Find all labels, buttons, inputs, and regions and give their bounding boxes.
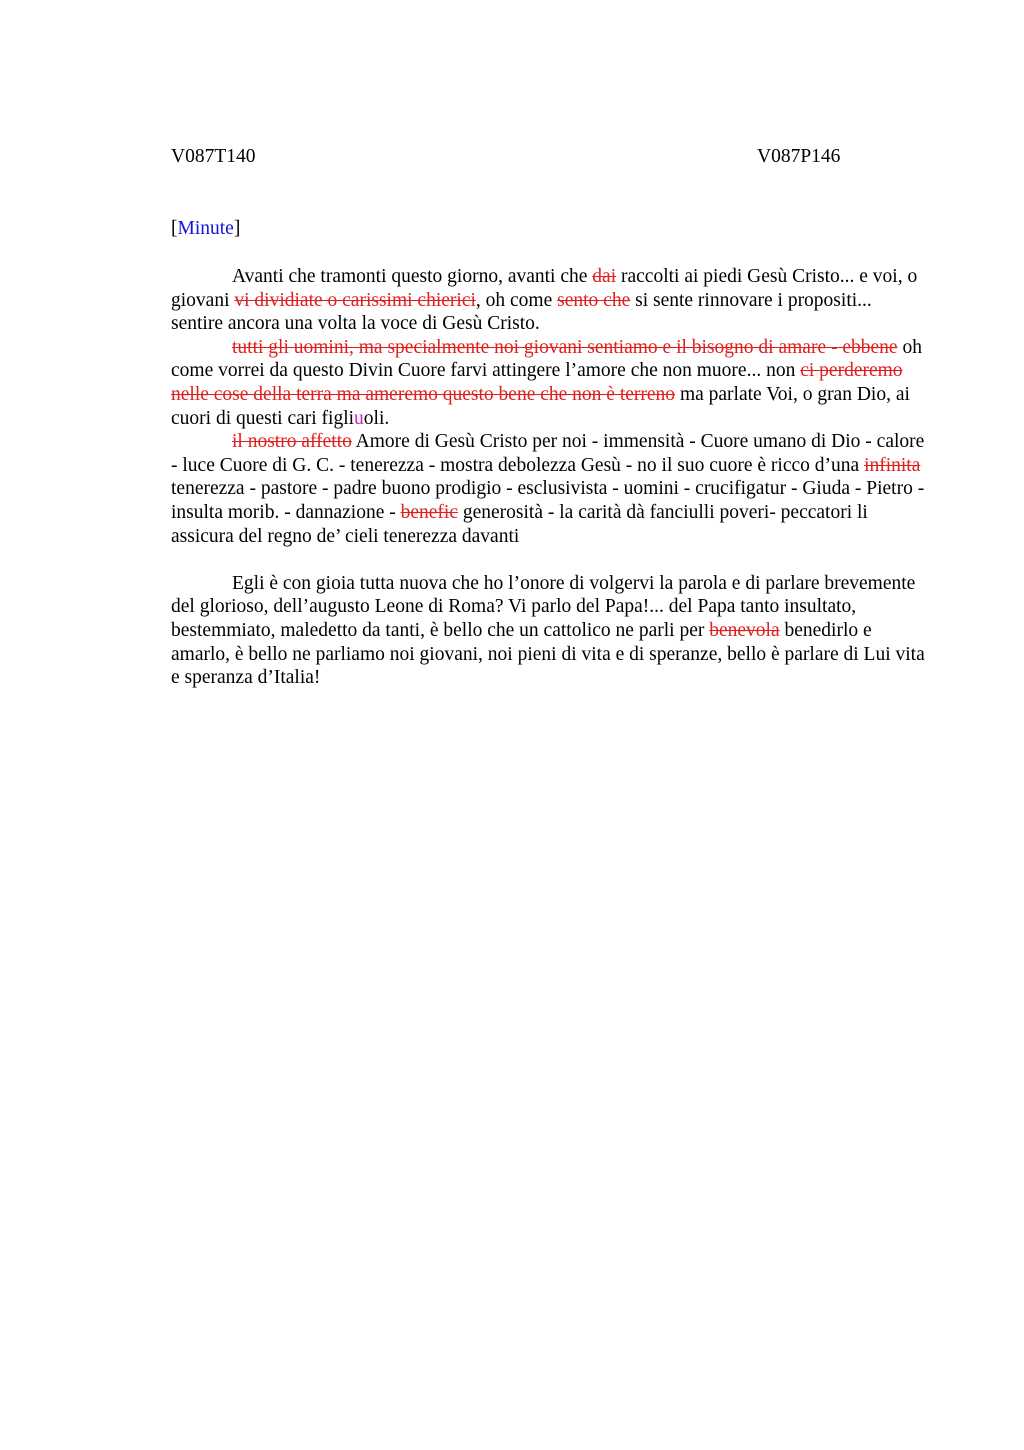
text-segment: benedirlo e amarlo, è bello ne parliamo noi giovani, noi pieni di vita e di speranze, bello è parlare di Lui vita e speranza d’Italia! bbox=[171, 619, 925, 689]
deleted-text: sento che bbox=[557, 289, 631, 311]
section-label-text: Minute bbox=[177, 218, 234, 239]
paragraph-4 bbox=[171, 572, 927, 690]
text-segment: tenerezza - pastore - padre buono prodigio - esclusivista - uomini - crucifigatur - Giuda - Pietro - insulta morib. - dannazione - bbox=[171, 478, 925, 523]
text-segment: oh come vorrei da questo Divin Cuore farvi attingere l’amore che non muore... non bbox=[171, 336, 922, 382]
text-segment: ma parlate Voi, o gran Dio, ai cuori di questi cari figli bbox=[171, 383, 910, 429]
paragraph-3 bbox=[171, 430, 927, 548]
deleted-text: vi dividiate o carissimi chierici bbox=[234, 289, 476, 311]
text-segment: generosità - la carità dà fanciulli poveri- peccatori li assicura del regno de’ cieli tenerezza davanti bbox=[171, 501, 868, 547]
inserted-text: u bbox=[354, 407, 364, 429]
manuscript-body bbox=[171, 265, 927, 690]
paragraph-2 bbox=[171, 336, 927, 430]
text-segment: raccolti ai piedi Gesù Cristo... e voi, o giovani bbox=[171, 266, 918, 311]
deleted-text: benefic bbox=[400, 501, 458, 523]
paragraph-1 bbox=[171, 265, 927, 336]
text-segment: Egli è con gioia tutta nuova che ho l’onore di volgervi la parola e di parlare brevemente del glorioso, dell’augusto Leone di Roma? Vi parlo del Papa!... del Papa tanto insultato, bestemmiato, maledetto da tanti, è bello che un cattolico ne parli per bbox=[171, 572, 916, 641]
text-segment: Amore di Gesù Cristo per noi - immensità - Cuore umano di Dio - calore - luce Cuore di G. C. - tenerezza - mostra debolezza Gesù - no il suo cuore è ricco d’una bbox=[171, 431, 925, 476]
section-label bbox=[171, 218, 240, 240]
deleted-text: infinita bbox=[864, 454, 921, 476]
section-close-bracket: ] bbox=[233, 218, 241, 239]
section-open-bracket: [ bbox=[171, 218, 178, 239]
text-segment: oli. bbox=[363, 407, 390, 429]
text-segment: Avanti che tramonti questo giorno, avanti che bbox=[232, 266, 593, 287]
text-segment: si sente rinnovare i propositi... sentire ancora una volta la voce di Gesù Cristo. bbox=[171, 289, 872, 335]
text-segment: , oh come bbox=[475, 289, 558, 311]
deleted-text: tutti gli uomini, ma specialmente noi giovani sentiamo e il bisogno di amare - ebbene bbox=[232, 336, 898, 358]
deleted-text: ci perderemo nelle cose della terra ma ameremo questo bene che non è terreno bbox=[171, 360, 903, 405]
volume-page-code: V087P146 bbox=[757, 146, 841, 167]
deleted-text: dai bbox=[592, 266, 617, 287]
deleted-text: il nostro affetto bbox=[232, 431, 352, 453]
deleted-text: benevola bbox=[709, 619, 780, 641]
volume-text-code: V087T140 bbox=[171, 146, 256, 167]
header-row bbox=[171, 146, 931, 172]
